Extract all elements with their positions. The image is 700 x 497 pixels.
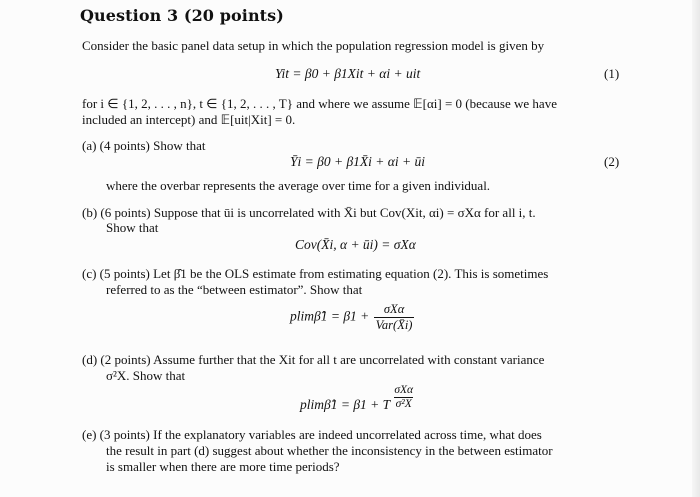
part-c-equation-lhs: plimβ̂1 = β1 + (290, 308, 370, 324)
page-edge-shadow (692, 0, 700, 497)
equation-1-number: (1) (604, 66, 620, 81)
part-c-line-1: (c) (5 points) Let β̂1 be the OLS estimate from estimating equation (2). This is sometimes (82, 266, 549, 281)
equation-2-number: (2) (604, 154, 620, 169)
part-e-line-3: is smaller when there are more time periods? (106, 459, 340, 474)
part-b-line-1: (b) (6 points) Suppose that ūi is uncorrelated with X̄i but Cov(Xit, αi) = σXα for all i, t. (82, 205, 536, 220)
part-c-line-2: referred to as the “between estimator”. Show that (106, 282, 363, 297)
part-c-fraction (374, 303, 415, 332)
question-title: Question 3 (20 points) (80, 6, 284, 25)
part-d-denominator: σ²X (395, 398, 412, 410)
part-d-fraction (394, 384, 413, 410)
part-d-equation (300, 384, 414, 413)
intro-text: Consider the basic panel data setup in which the population regression model is given by (82, 38, 545, 53)
part-b-line-2: Show that (106, 220, 159, 235)
part-a-explanation: where the overbar represents the average over time for a given individual. (106, 178, 491, 193)
part-d-line-1: (d) (2 points) Assume further that the Xit for all t are uncorrelated with constant variance (82, 352, 545, 367)
assumption-line-2: included an intercept) and 𝔼[uit|Xit] = 0. (82, 112, 296, 127)
part-e-line-1: (e) (3 points) If the explanatory variables are indeed uncorrelated across time, what does (82, 427, 542, 442)
part-e-line-2: the result in part (d) suggest about whether the inconsistency in the between estimator (106, 443, 553, 458)
equation-2: Ȳi = β0 + β1X̄i + αi + ūi (290, 154, 425, 169)
part-d-numerator: σXα (394, 384, 414, 396)
part-a-label: (a) (4 points) Show that (82, 138, 206, 153)
part-c-denominator: Var(X̄i) (375, 318, 413, 332)
part-c-equation (290, 303, 415, 332)
part-c-numerator: σXα (374, 303, 415, 318)
part-d-equation-lhs: plimβ̂1 = β1 + T (300, 397, 390, 412)
part-d-line-2: σ²X. Show that (106, 368, 186, 383)
equation-1: Yit = β0 + β1Xit + αi + uit (275, 66, 421, 81)
part-b-equation: Cov(X̄i, α + ūi) = σXα (295, 237, 416, 252)
assumption-line-1: for i ∈ {1, 2, . . . , n}, t ∈ {1, 2, . . . , T} and where we assume 𝔼[αi] = 0 (because we have (82, 96, 557, 111)
